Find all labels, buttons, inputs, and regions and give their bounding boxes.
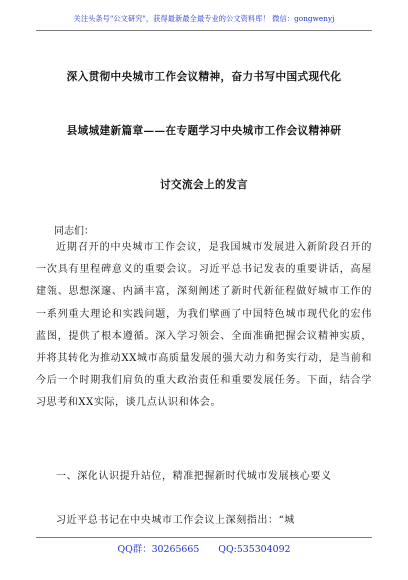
body-paragraph-2: 习近平总书记在中央城市工作会议上深刻指出：“城 — [56, 515, 295, 526]
footer-qq-group: QQ群：30265665 — [117, 544, 200, 555]
footer-contact — [36, 541, 372, 555]
title-line-1: 深入贯彻中央城市工作会议精神，奋力书写中国式现代化 — [66, 71, 342, 83]
title-line-3: 讨交流会上的发言 — [160, 179, 248, 191]
footer-qq-number: QQ:535304092 — [218, 544, 291, 555]
salutation: 同志们： — [54, 226, 94, 237]
body-paragraph-1: 近期召开的中央城市工作会议，是我国城市发展进入新阶段召开的一次具有里程碑意义的重要会议。习近平总书记发表的重要讲话，高屋建瓴、思想深邃、内涵丰富，深刻阐述了新时代新征程做好城市工作的一系列重大理论和实践问题，为我们擘画了中国特色城市现代化的宏伟蓝图，提供了根本遵循。深入学习领会、全面准确把握会议精神实质，并将其转化为推动XX城市高质量发展的强大动力和务实行动，是当前和今后一个时期我们肩负的重大政治责任和重要发展任务。下面，结合学习思考和XX实际，谈几点认识和体会。 — [36, 242, 372, 409]
header-note: 关注头条号"公文研究"，获得最新最全最专业的公文资料库！ 微信：gongwenyj — [73, 14, 335, 23]
section-heading-1: 一、深化认识提升站位，精准把握新时代城市发展核心要义 — [56, 471, 332, 482]
footer-divider — [36, 537, 372, 538]
header-divider — [36, 30, 372, 31]
title-line-2: 县域城建新篇章——在专题学习中央城市工作会议精神研 — [66, 125, 342, 137]
